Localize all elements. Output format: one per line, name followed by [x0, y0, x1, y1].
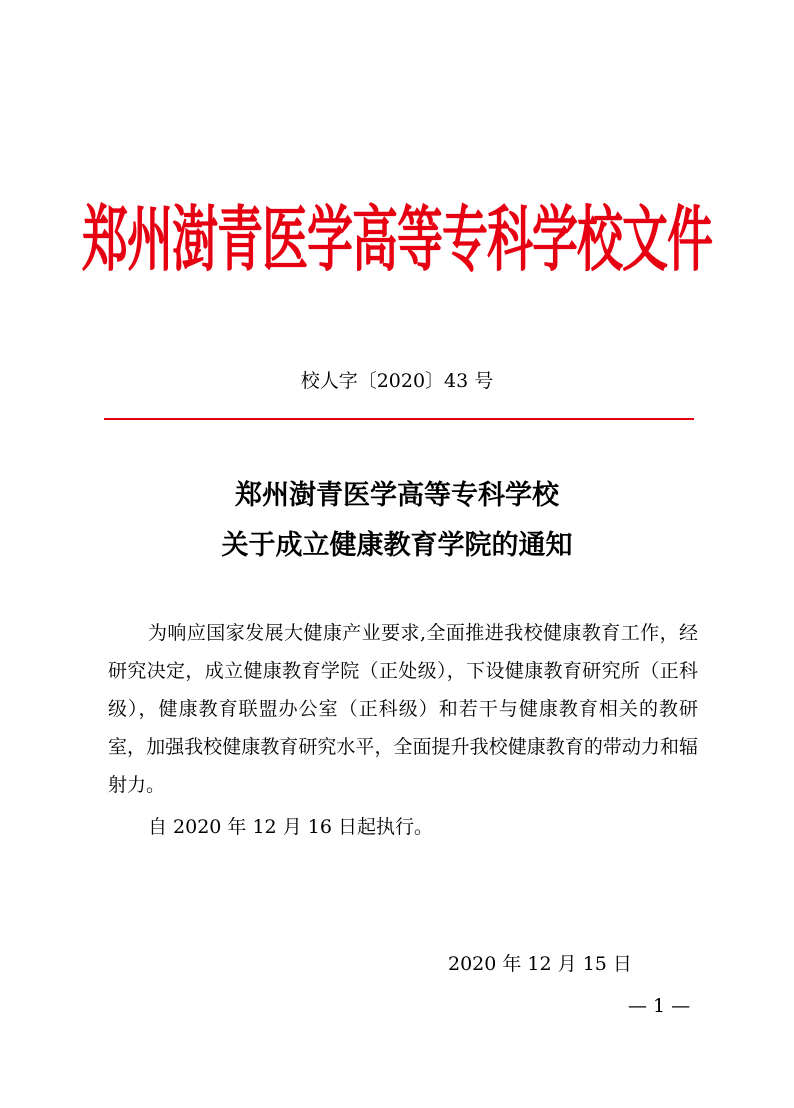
body-paragraph-1: 为响应国家发展大健康产业要求,全面推进我校健康教育工作，经研究决定，成立健康教育学院（正处级），下设健康教育研究所（正科级），健康教育联盟办公室（正科级）和若干与健康教育相关的教研室，加强我校健康教育研究水平，全面提升我校健康教育的带动力和辐射力。	[108, 622, 698, 796]
body-paragraph-2: 自 2020 年 12 月 16 日起执行。	[148, 816, 433, 838]
notice-title-line-1: 郑州澍青医学高等专科学校	[235, 480, 559, 511]
notice-title-line-2: 关于成立健康教育学院的通知	[221, 530, 573, 561]
document-number: 校人字〔2020〕43 号	[300, 370, 494, 392]
red-separator-line	[104, 418, 694, 420]
masthead-title: 郑州澍青医学高等专科学校文件	[82, 197, 712, 281]
page-number: — 1 —	[628, 995, 691, 1017]
issue-date: 2020 年 12 月 15 日	[448, 953, 632, 975]
document-masthead	[0, 196, 794, 282]
